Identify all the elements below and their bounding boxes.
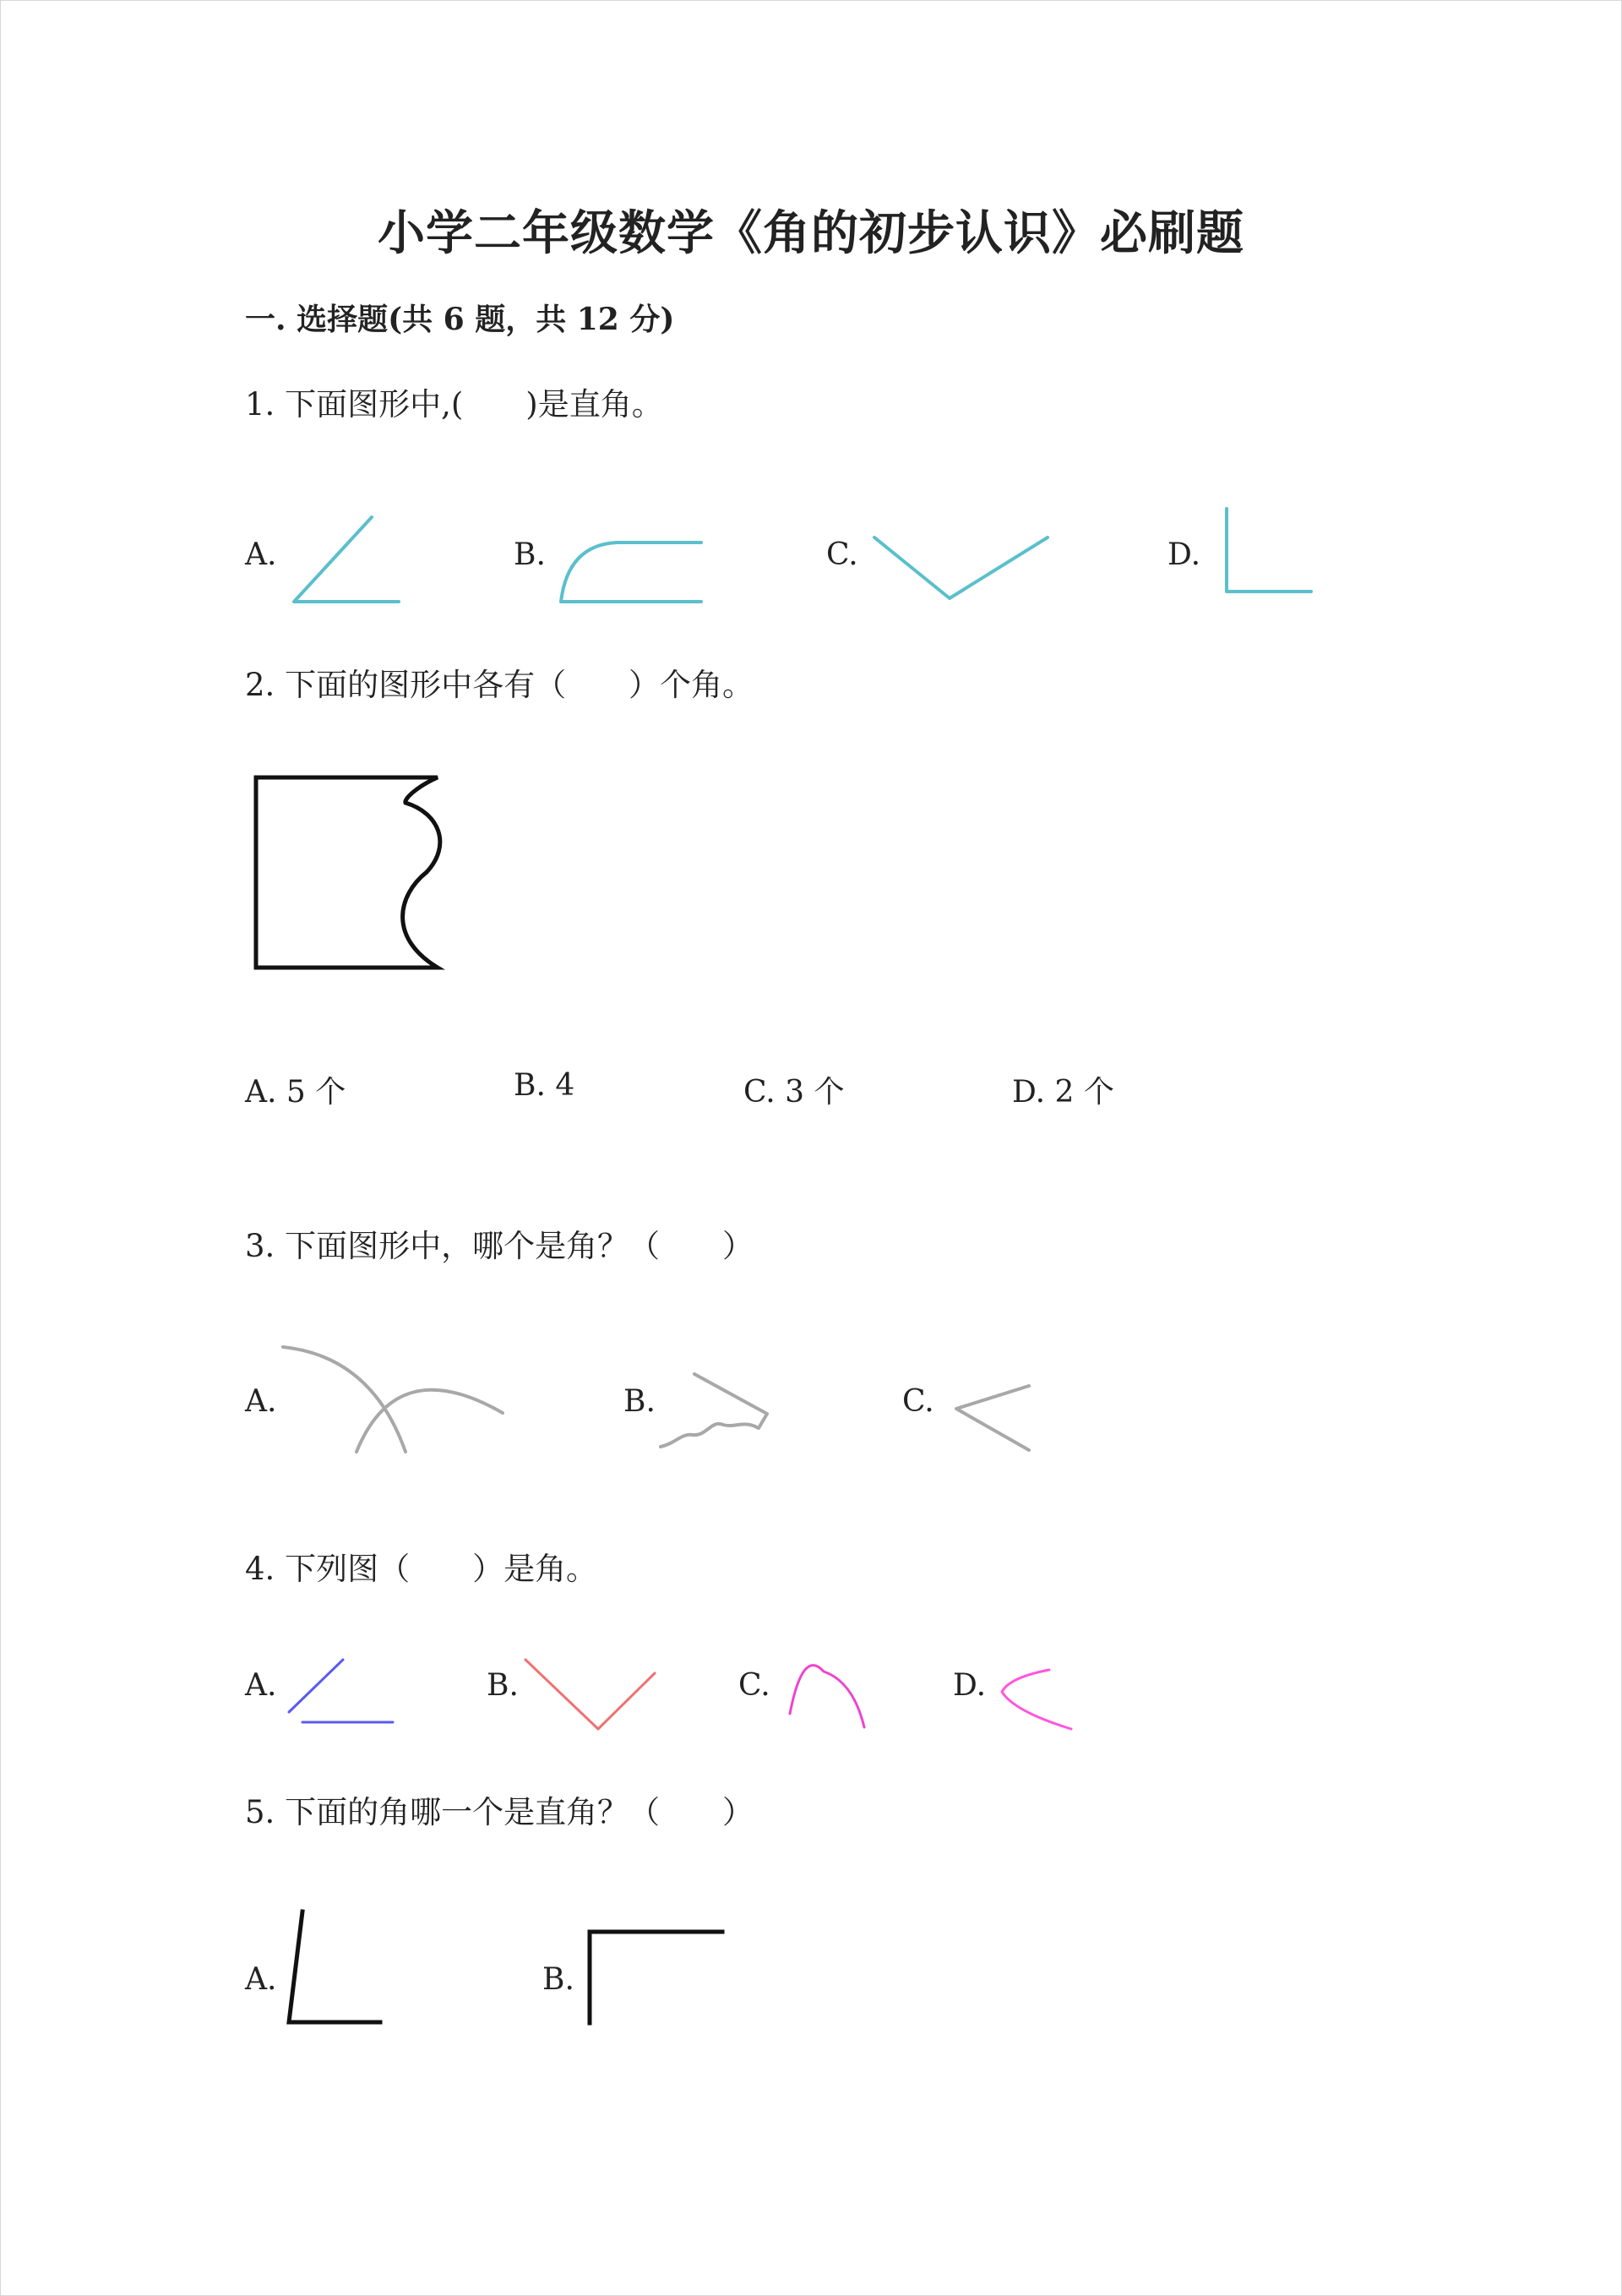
q4-option-c-label: C. (738, 1668, 770, 1703)
q5-option-b-label: B. (542, 1962, 574, 1997)
q2-option-c: C. 3 个 (743, 1075, 845, 1110)
q5-figure-b-right-angle (590, 1932, 722, 2023)
q3-option-c-label: C. (902, 1384, 934, 1419)
page-title: 小学二年级数学《角的初步认识》必刷题 (378, 205, 1244, 261)
q1-option-d-label: D. (1168, 537, 1201, 572)
q3-option-b-label: B. (623, 1384, 656, 1419)
q4-option-b-label: B. (487, 1668, 519, 1703)
q2-option-b: B. 4 (514, 1068, 575, 1103)
q3-option-a-label: A. (245, 1384, 277, 1419)
q2-option-d: D. 2 个 (1012, 1075, 1114, 1110)
q1-option-b-label: B. (514, 537, 546, 572)
question-4-text: 4. 下列图（ ）是角。 (245, 1551, 598, 1587)
question-2-text: 2. 下面的图形中各有（ ）个角。 (245, 667, 754, 703)
q4-option-d-label: D. (953, 1668, 987, 1703)
q1-option-a-label: A. (245, 537, 277, 572)
q2-option-a: A. 5 个 (245, 1075, 346, 1110)
q5-figure-a-angle (289, 1912, 380, 2022)
q4-option-a-label: A. (245, 1668, 277, 1703)
q1-option-c-label: C. (826, 537, 858, 572)
q5-option-a-label: A. (245, 1962, 277, 1997)
question-3-text: 3. 下面图形中，哪个是角？（ ） (245, 1228, 754, 1264)
section-heading: 一. 选择题(共 6 题，共 12 分) (245, 302, 675, 337)
question-1-text: 1. 下面图形中,( )是直角。 (245, 386, 663, 423)
question-5-text: 5. 下面的角哪一个是直角？（ ） (245, 1794, 754, 1830)
